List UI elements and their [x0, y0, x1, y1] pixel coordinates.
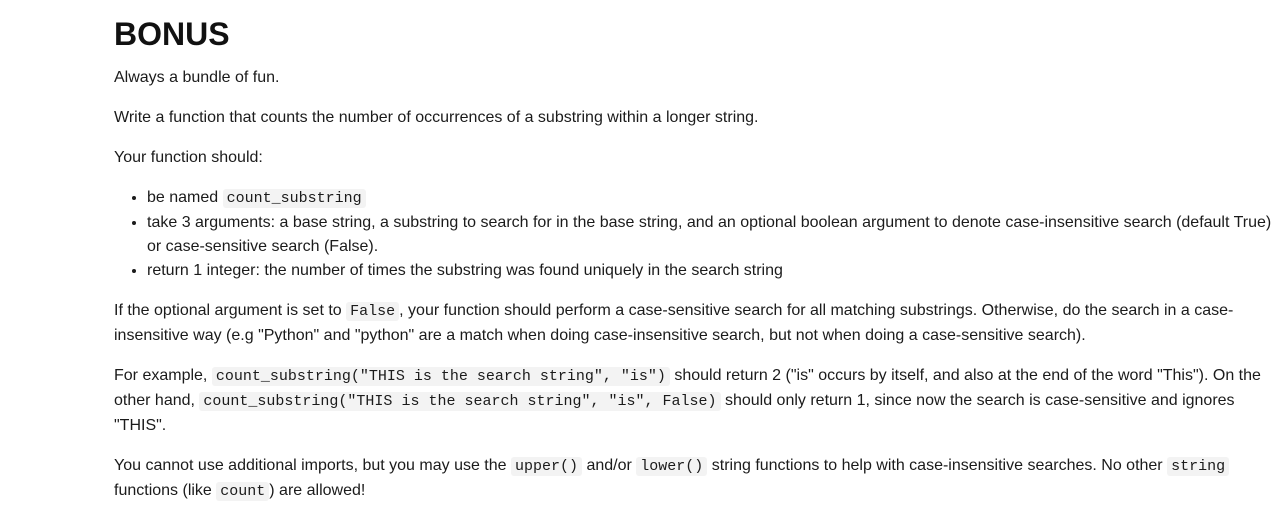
- paragraph-text: You cannot use additional imports, but you may use the: [114, 457, 511, 474]
- requirement-text: be named: [147, 189, 223, 206]
- upper-code: upper(): [511, 457, 582, 476]
- requirement-text: take 3 arguments: a base string, a substring to search for in the base string, and an optional boolean argument to denote case-insensitive search (default True) or case-sensitive search (False).: [147, 214, 1272, 255]
- list-item: [147, 211, 1280, 259]
- requirement-text: return 1 integer: the number of times the substring was found uniquely in the search string: [147, 262, 783, 279]
- paragraph-text: should only return 1, since now the search is case-sensitive and ignores "THIS".: [114, 392, 1235, 434]
- example-call-false-code: count_substring("THIS is the search string", "is", False): [199, 392, 720, 411]
- function-name-code: count_substring: [223, 189, 366, 208]
- list-item: [147, 259, 1280, 283]
- false-code: False: [346, 302, 399, 321]
- imports-paragraph: [114, 454, 1280, 504]
- paragraph-text: ) are allowed!: [269, 482, 366, 499]
- paragraph-text: For example,: [114, 367, 212, 384]
- paragraph-text: , your function should perform a case-sensitive search for all matching substrings. Otherwise, do the search in a case-insensitive way (e.g "Python" and "python" are a match when doing case-insensitive search, but not when doing a case-sensitive search).: [114, 302, 1234, 344]
- paragraph-text: string functions to help with case-insensitive searches. No other: [707, 457, 1168, 474]
- optional-argument-paragraph: [114, 299, 1280, 348]
- example-call-code: count_substring("THIS is the search string", "is"): [212, 367, 670, 386]
- tagline: Always a bundle of fun.: [114, 69, 280, 86]
- paragraph-text: functions (like: [114, 482, 217, 499]
- requirements-label: Your function should:: [114, 149, 263, 166]
- intro-paragraph: Write a function that counts the number of occurrences of a substring within a longer string.: [114, 109, 759, 126]
- list-item: [147, 186, 1280, 211]
- page-title: BONUS: [114, 16, 230, 52]
- paragraph-text: and/or: [582, 457, 637, 474]
- paragraph-text: should return 2 ("is" occurs by itself, and also at the end of the word "This"). On the other hand,: [114, 367, 1261, 409]
- assignment-content: [114, 14, 1280, 504]
- string-code: string: [1167, 457, 1229, 476]
- example-paragraph: [114, 364, 1280, 438]
- requirements-list: [114, 186, 1280, 283]
- paragraph-text: If the optional argument is set to: [114, 302, 347, 319]
- lower-code: lower(): [636, 457, 707, 476]
- count-code: count: [216, 482, 269, 501]
